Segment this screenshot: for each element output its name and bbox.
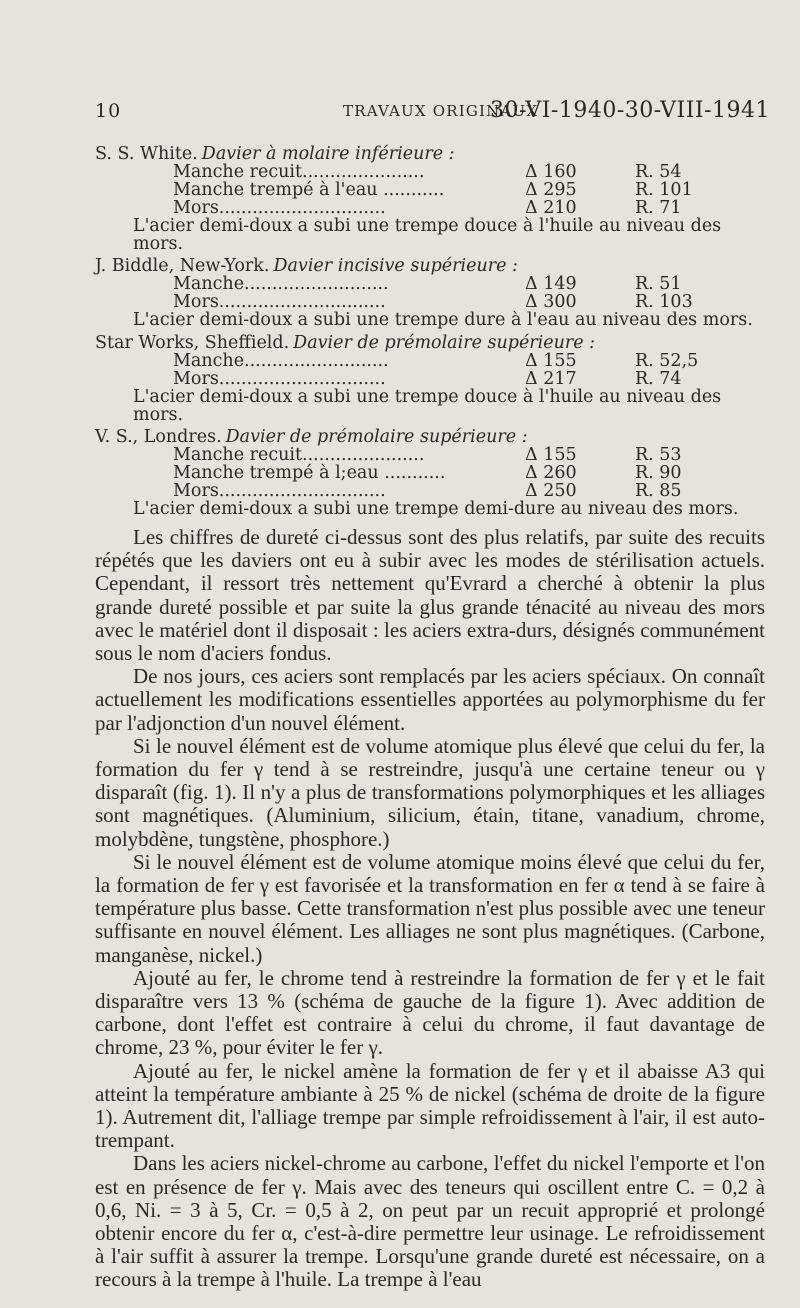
instrument-name: Davier incisive supérieure : (273, 256, 518, 277)
maker-name: Star Works, Sheffield. (95, 332, 290, 353)
hardness-delta: Δ 295 (525, 179, 577, 200)
page-number: 10 (95, 100, 122, 122)
paragraph: Dans les aciers nickel-chrome au carbone, l'effet du nickel l'emporte et l'on est en présence de fer γ. Mais avec des teneurs qui oscillent entre C. = 0,2 à 0,6, Ni. = 3 à 5, Cr. = 0,5 à 2, on peut par un recuit approprié et prolongé obtenir encore du fer α, c'est-à-dire permettre leur usinage. Le refroidissement à l'air suffit à assurer la trempe. Lorsqu'une grande dureté est nécessaire, on a recours à la trempe à l'huile. La trempe à l'eau (95, 1151, 765, 1292)
maker-name: V. S., Londres. (95, 427, 222, 448)
part-label: Mors.............................. (173, 292, 386, 313)
paragraph: Si le nouvel élément est de volume atomique moins élevé que celui du fer, la formation de fer γ est favorisée et la transformation en fer α tend à se faire à température plus basse. Cette transformation n'est plus possible avec une teneur suffisante en nouvel élément. Les alliages ne sont plus magnétiques. (Carbone, manganèse, nickel.) (95, 849, 765, 967)
measurement-block (95, 429, 765, 519)
measurement-block (95, 258, 765, 330)
treatment-note: L'acier demi-doux a subi une trempe demi-dure au niveau des mors. (133, 499, 739, 520)
paragraph: De nos jours, ces aciers sont remplacés par les aciers spéciaux. On connaît actuellement les modifications essentielles apportées au polymorphisme du fer par l'adjonction d'un nouvel élément. (95, 664, 765, 735)
resistance-value: R. 52,5 (635, 350, 699, 371)
measurement-block (95, 146, 765, 253)
treatment-note: L'acier demi-doux a subi une trempe douce à l'huile au niveau des mors. (133, 386, 722, 425)
measurement-row (95, 197, 765, 218)
running-header (95, 98, 770, 128)
resistance-value: R. 53 (635, 445, 682, 466)
treatment-note: L'acier demi-doux a subi une trempe dure à l'eau au niveau des mors. (133, 310, 753, 331)
paragraph: Ajouté au fer, le chrome tend à restreindre la formation de fer γ et le fait disparaître vers 13 % (schéma de gauche de la figure 1). Avec addition de carbone, dont l'effet est contraire à celui du chrome, il faut davantage de chrome, 23 %, pour éviter le fer γ. (95, 965, 765, 1060)
paragraph: Les chiffres de dureté ci-dessus sont des plus relatifs, par suite des recuits répétés que les daviers ont eu à subir avec les modes de stérilisation actuels. Cependant, il ressort très nettement qu'Evrard a cherché à obtenir la plus grande dureté possible et par suite la glus grande ténacité au niveau des mors avec le matériel dont il disposait : les aciers extra-durs, désignés communément sous le nom d'aciers fondus. (95, 524, 765, 665)
measurement-row (95, 368, 765, 389)
part-label: Manche.......................... (173, 350, 389, 371)
measurement-block (95, 332, 765, 425)
issue-dates: 30-VI-1940-30-VIII-1941 (490, 98, 770, 123)
hardness-delta: Δ 217 (525, 368, 577, 389)
part-label: Manche recuit...................... (173, 445, 425, 466)
hardness-delta: Δ 160 (525, 161, 577, 182)
resistance-value: R. 74 (635, 368, 682, 389)
resistance-value: R. 51 (635, 274, 682, 295)
page-content (95, 146, 765, 1292)
treatment-note: L'acier demi-doux a subi une trempe douce à l'huile au niveau des mors. (133, 215, 722, 254)
part-label: Mors.............................. (173, 197, 386, 218)
part-label: Manche trempé à l'eau ........... (173, 179, 445, 200)
maker-name: J. Biddle, New-York. (95, 256, 270, 277)
hardness-delta: Δ 155 (525, 350, 577, 371)
part-label: Mors.............................. (173, 368, 386, 389)
instrument-name: Davier de prémolaire supérieure : (293, 332, 596, 353)
part-label: Mors.............................. (173, 481, 386, 502)
paragraph: Si le nouvel élément est de volume atomique plus élevé que celui du fer, la formation du fer γ tend à se restreindre, jusqu'à une certaine teneur ou γ disparaît (fig. 1). Il n'y a plus de transformations polymorphiques et les alliages sont magnétiques. (Aluminium, silicium, étain, titane, vanadium, chrome, molybdène, tungstène, phosphore.) (95, 733, 765, 851)
journal-section-title: TRAVAUX ORIGINAUX (343, 102, 539, 120)
resistance-value: R. 71 (635, 197, 682, 218)
hardness-delta: Δ 155 (525, 445, 577, 466)
paragraph: Ajouté au fer, le nickel amène la formation de fer γ et il abaisse A3 qui atteint la température ambiante à 25 % de nickel (schéma de droite de la figure 1). Autrement dit, l'alliage trempe par simple refroidissement à l'air, il est auto-trempant. (95, 1058, 765, 1153)
hardness-delta: Δ 300 (525, 292, 577, 313)
part-label: Manche.......................... (173, 274, 389, 295)
measurement-row (95, 483, 765, 501)
instrument-name: Davier à molaire inférieure : (201, 144, 455, 164)
hardness-delta: Δ 210 (525, 197, 577, 218)
instrument-name: Davier de prémolaire supérieure : (225, 427, 528, 448)
body-text (95, 526, 765, 1292)
part-label: Manche trempé à l;eau ........... (173, 463, 446, 484)
hardness-measurements (95, 146, 765, 519)
hardness-delta: Δ 260 (525, 463, 577, 484)
part-label: Manche recuit...................... (173, 161, 425, 182)
resistance-value: R. 90 (635, 463, 682, 484)
resistance-value: R. 85 (635, 481, 682, 502)
measurement-row (95, 294, 765, 312)
resistance-value: R. 103 (635, 292, 693, 313)
resistance-value: R. 101 (635, 179, 693, 200)
resistance-value: R. 54 (635, 161, 682, 182)
hardness-delta: Δ 149 (525, 274, 577, 295)
hardness-delta: Δ 250 (525, 481, 577, 502)
maker-name: S. S. White. (95, 144, 198, 164)
